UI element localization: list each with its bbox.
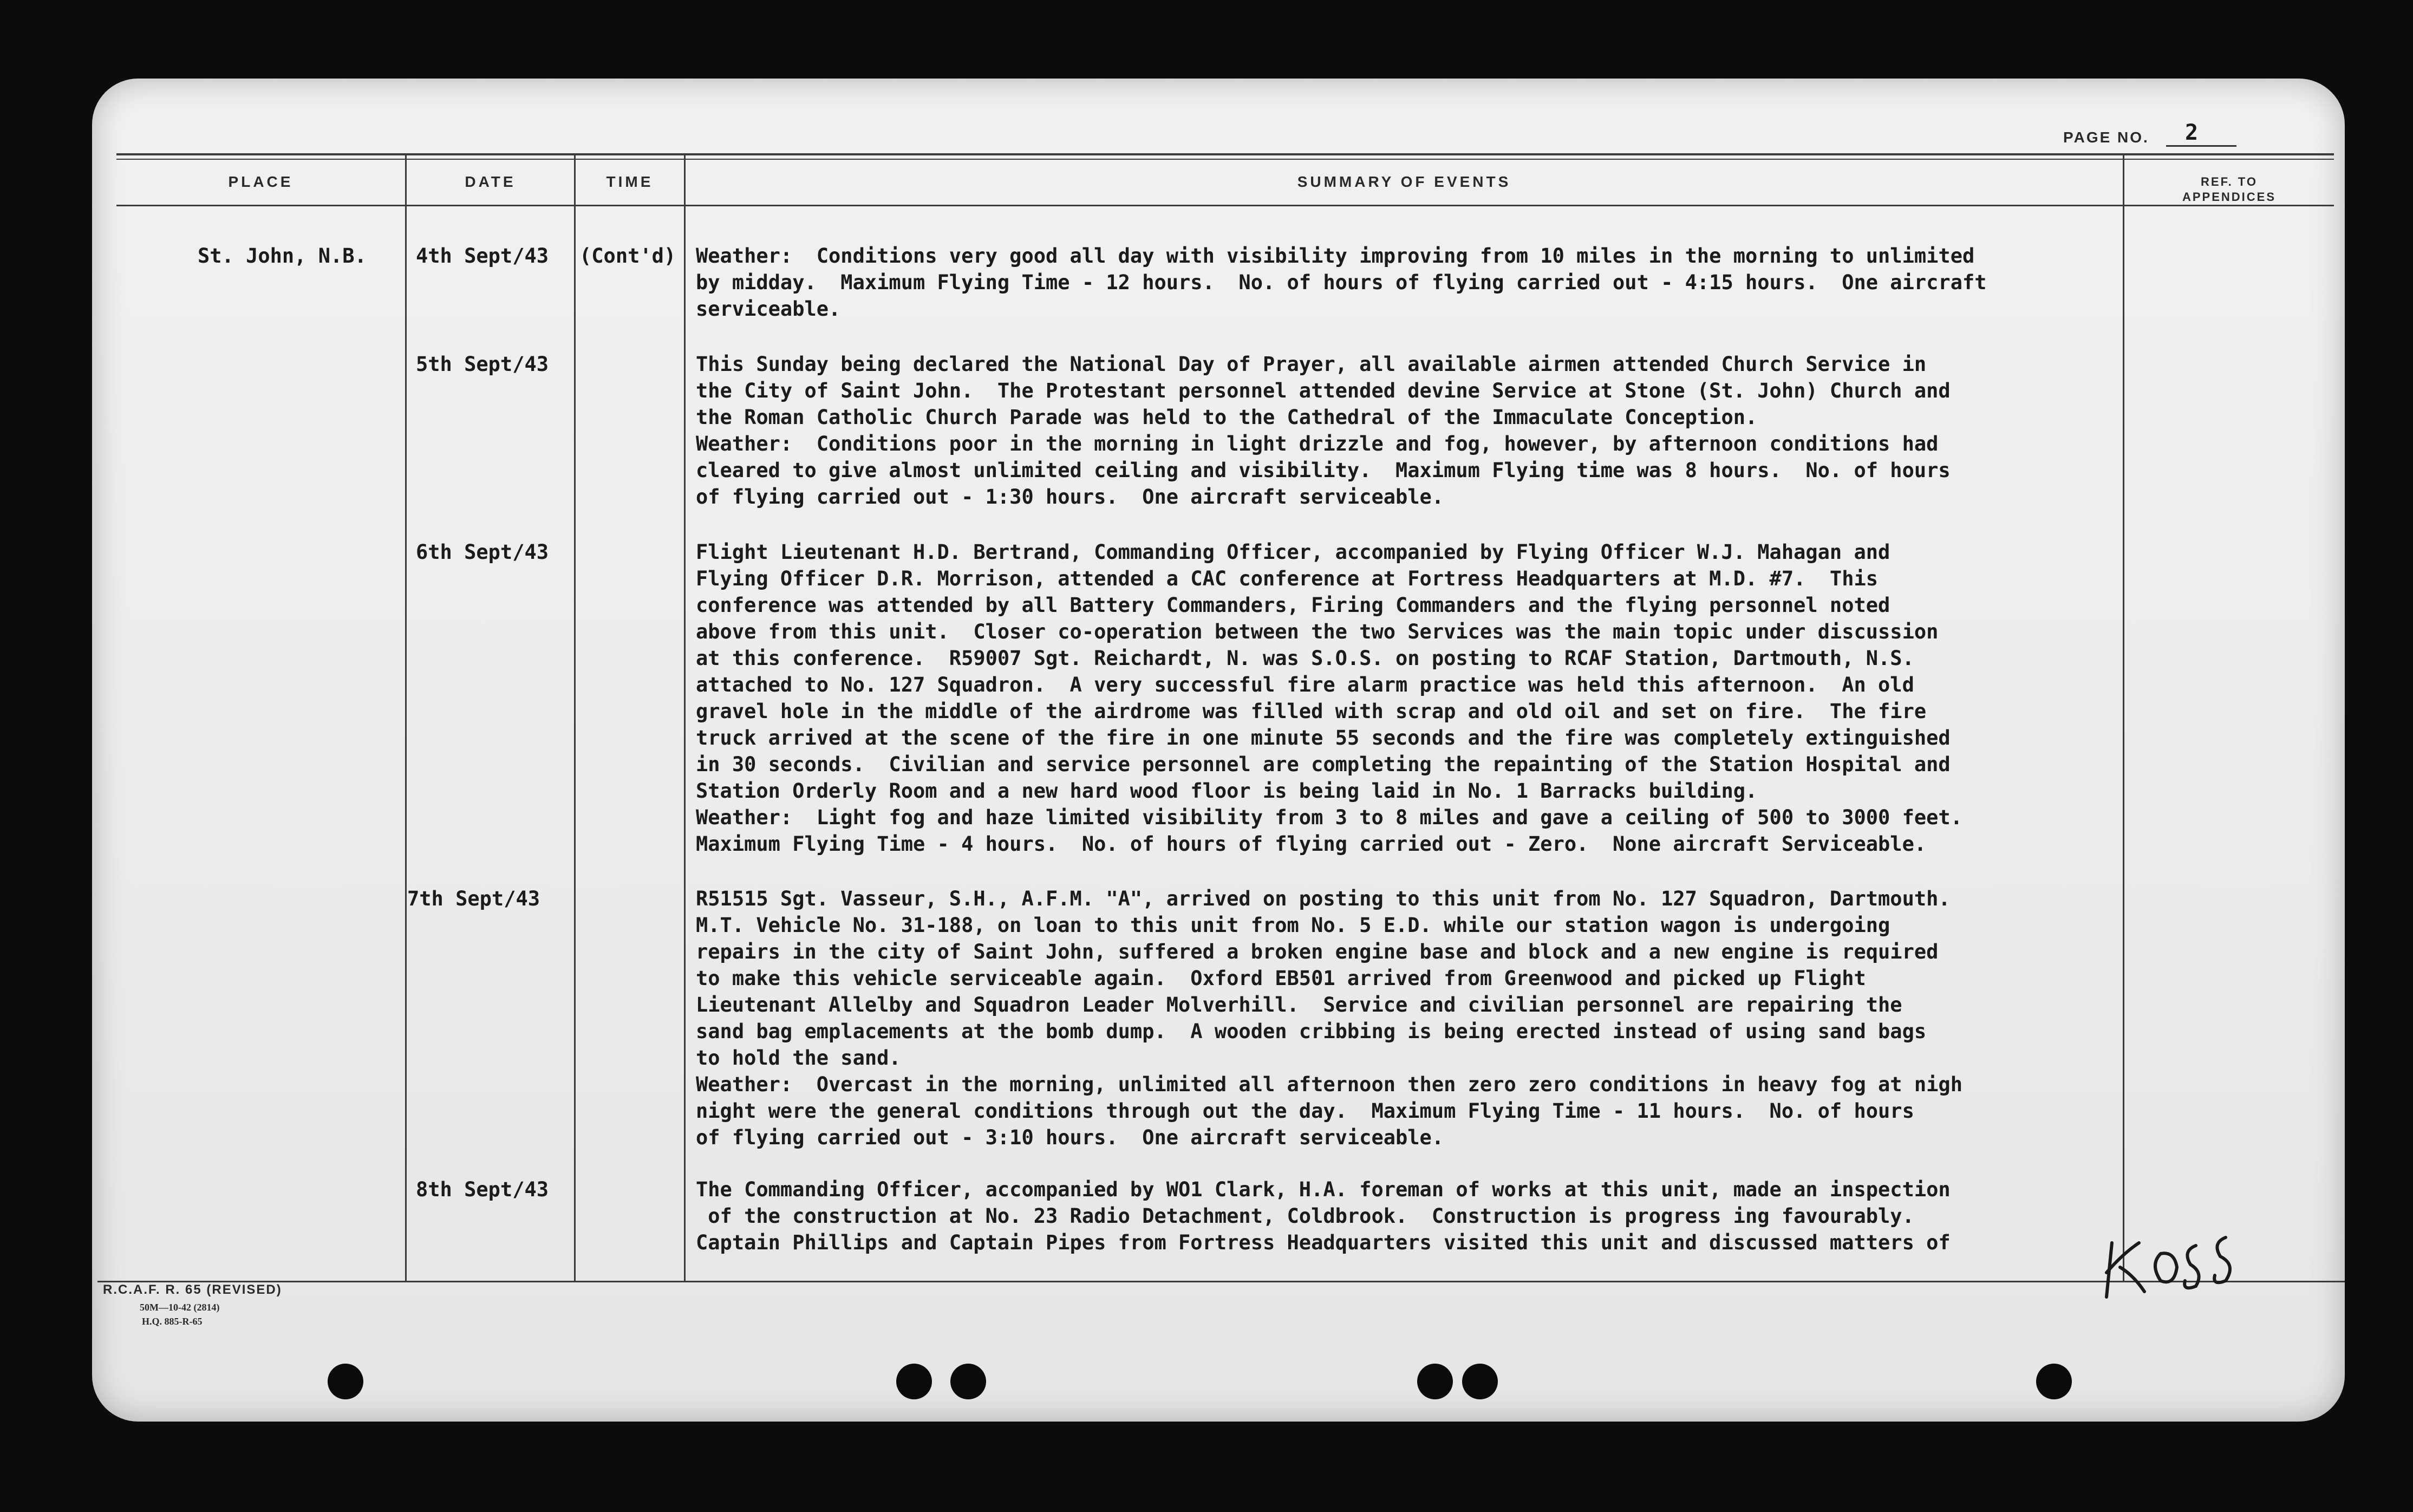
column-divider-summary xyxy=(2123,155,2124,1282)
entry-summary xyxy=(696,885,1962,1151)
summary-line: Flying Officer D.R. Morrison, attended a CAC conference at Fortress Headquarters at M.D. #7. This xyxy=(696,567,1879,590)
header-date: DATE xyxy=(465,173,516,190)
punch-hole xyxy=(2036,1364,2072,1399)
summary-line: Weather: Light fog and haze limited visibility from 3 to 8 miles and gave a ceiling of 500 to 3000 feet. xyxy=(696,806,1962,829)
summary-line: sand bag emplacements at the bomb dump. A wooden cribbing is being erected instead of using sand bags xyxy=(696,1020,1927,1043)
summary-line: of flying carried out - 1:30 hours. One aircraft serviceable. xyxy=(696,485,1444,509)
column-divider-place xyxy=(405,155,407,1282)
punch-hole xyxy=(896,1364,932,1399)
place-cell: St. John, N.B. xyxy=(198,244,367,268)
summary-line: repairs in the city of Saint John, suffered a broken engine base and block and a new engine is required xyxy=(696,940,1939,963)
summary-line: attached to No. 127 Squadron. A very successful fire alarm practice was held this afternoon. An old xyxy=(696,673,1914,696)
entry-date: 7th Sept/43 xyxy=(407,887,540,910)
header-top-rule-2 xyxy=(116,159,2334,160)
entry-date: 8th Sept/43 xyxy=(416,1178,549,1201)
handwritten-mark-icon xyxy=(2101,1221,2264,1302)
summary-line: serviceable. xyxy=(696,297,841,321)
summary-line: of the construction at No. 23 Radio Detachment, Coldbrook. Construction is progress ing favourably. xyxy=(696,1204,1914,1228)
summary-line: to make this vehicle serviceable again. Oxford EB501 arrived from Greenwood and picked up Flight xyxy=(696,967,1866,990)
summary-line: by midday. Maximum Flying Time - 12 hours. No. of hours of flying carried out - 4:15 hours. One aircraft xyxy=(696,271,1987,294)
summary-line: Lieutenant Allelby and Squadron Leader Molverhill. Service and civilian personnel are repairing the xyxy=(696,993,1902,1016)
entry-summary xyxy=(696,1176,1951,1256)
header-summary: SUMMARY OF EVENTS xyxy=(1297,173,1511,190)
summary-line: Weather: Conditions poor in the morning in light drizzle and fog, however, by afternoon conditions had xyxy=(696,432,1939,455)
entry-date: 4th Sept/43 xyxy=(416,244,549,268)
summary-line: R51515 Sgt. Vasseur, S.H., A.F.M. "A", arrived on posting to this unit from No. 127 Squadron, Dartmouth. xyxy=(696,887,1951,910)
summary-line: The Commanding Officer, accompanied by WO1 Clark, H.A. foreman of works at this unit, made an inspection xyxy=(696,1178,1951,1201)
entry-date: 5th Sept/43 xyxy=(416,353,549,376)
page-number-underline xyxy=(2166,145,2236,147)
summary-line: the City of Saint John. The Protestant personnel attended devine Service at Stone (St. John) Church and xyxy=(696,379,1951,402)
punch-hole xyxy=(1462,1364,1498,1399)
summary-line: This Sunday being declared the National Day of Prayer, all available airmen attended Church Service in xyxy=(696,353,1927,376)
summary-line: in 30 seconds. Civilian and service personnel are completing the repainting of the Station Hospital and xyxy=(696,753,1951,776)
column-divider-date xyxy=(574,155,576,1282)
entry-date: 6th Sept/43 xyxy=(416,540,549,564)
entry-summary xyxy=(696,539,1962,857)
form-id: R.C.A.F. R. 65 (REVISED) xyxy=(103,1282,282,1297)
summary-line: Weather: Overcast in the morning, unlimited all afternoon then zero zero conditions in heavy fog at nigh xyxy=(696,1073,1962,1096)
summary-line: of flying carried out - 3:10 hours. One aircraft serviceable. xyxy=(696,1126,1444,1149)
page-number-label: PAGE NO. xyxy=(2063,129,2149,146)
header-bottom-rule xyxy=(116,205,2334,206)
summary-line: truck arrived at the scene of the fire in one minute 55 seconds and the fire was completely extinguished xyxy=(696,726,1951,750)
entry-time: (Cont'd) xyxy=(579,244,676,268)
header-ref-line1: REF. TO xyxy=(2201,175,2258,188)
summary-line: at this conference. R59007 Sgt. Reichardt, N. was S.O.S. on posting to RCAF Station, Dartmouth, N.S. xyxy=(696,647,1914,670)
form-hq-code: H.Q. 885-R-65 xyxy=(142,1316,203,1327)
summary-line: Maximum Flying Time - 4 hours. No. of hours of flying carried out - Zero. None aircraft Serviceable. xyxy=(696,832,1927,856)
summary-line: above from this unit. Closer co-operation between the two Services was the main topic under discussion xyxy=(696,620,1939,643)
header-place: PLACE xyxy=(228,173,294,190)
entry-summary xyxy=(696,243,1987,322)
punch-hole xyxy=(950,1364,986,1399)
punch-hole xyxy=(1417,1364,1453,1399)
summary-line: M.T. Vehicle No. 31-188, on loan to this unit from No. 5 E.D. while our station wagon is undergoing xyxy=(696,914,1890,937)
summary-line: the Roman Catholic Church Parade was held to the Cathedral of the Immaculate Conception. xyxy=(696,406,1758,429)
summary-line: conference was attended by all Battery Commanders, Firing Commanders and the flying personnel noted xyxy=(696,594,1890,617)
summary-line: Weather: Conditions very good all day with visibility improving from 10 miles in the morning to unlimited xyxy=(696,244,1975,268)
header-top-rule xyxy=(116,153,2334,155)
form-print-code: 50M—10-42 (2814) xyxy=(140,1302,220,1313)
entry-summary xyxy=(696,351,1951,510)
summary-line: Captain Phillips and Captain Pipes from Fortress Headquarters visited this unit and discussed matters of xyxy=(696,1231,1951,1254)
summary-line: cleared to give almost unlimited ceiling and visibility. Maximum Flying time was 8 hours. No. of hours xyxy=(696,459,1951,482)
punch-hole xyxy=(328,1364,363,1399)
header-time: TIME xyxy=(606,173,654,190)
summary-line: gravel hole in the middle of the airdrome was filled with scrap and old oil and set on fire. The fire xyxy=(696,700,1927,723)
summary-line: night were the general conditions through out the day. Maximum Flying Time - 11 hours. No. of hours xyxy=(696,1099,1914,1123)
summary-line: to hold the sand. xyxy=(696,1046,901,1070)
page-number: 2 xyxy=(2185,120,2199,145)
column-divider-time xyxy=(684,155,686,1282)
summary-line: Flight Lieutenant H.D. Bertrand, Commanding Officer, accompanied by Flying Officer W.J. Mahagan and xyxy=(696,540,1890,564)
summary-line: Station Orderly Room and a new hard wood floor is being laid in No. 1 Barracks building. xyxy=(696,779,1758,803)
footer-rule xyxy=(97,1281,2345,1282)
header-ref-line2: APPENDICES xyxy=(2182,190,2277,204)
